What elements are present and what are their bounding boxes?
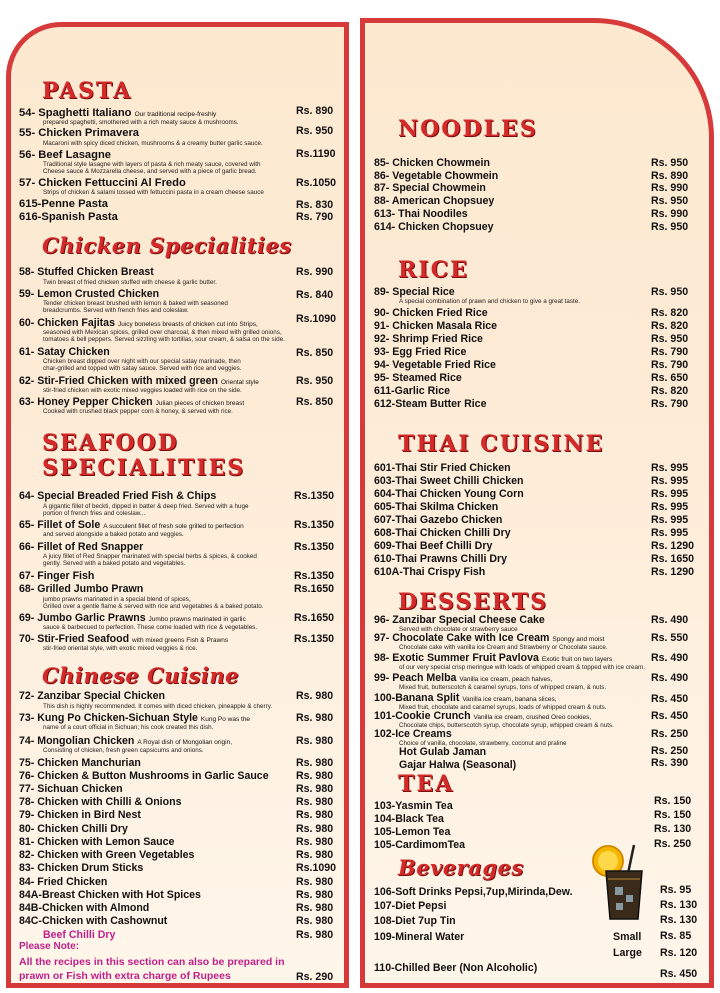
chinese-item-name: 75- Chicken Manchurian — [19, 757, 141, 769]
rice-item-name: 93- Egg Fried Rice — [374, 346, 467, 358]
noodles-item-price: Rs. 890 — [651, 170, 689, 182]
seafood-item-price: Rs.1350 — [294, 570, 335, 582]
rice-item-name: 612-Steam Butter Rice — [374, 398, 487, 410]
chinese-item-price: Rs. 980 — [296, 735, 334, 747]
noodles-item-price: Rs. 950 — [651, 195, 689, 207]
beverages-item-price: Rs. 450 — [660, 968, 698, 980]
chinese-item-price: Rs. 980 — [296, 902, 334, 914]
desserts-item-price: Rs. 250 — [651, 745, 689, 757]
thai-item-price: Rs. 995 — [651, 462, 689, 474]
pasta-item-price: Rs.1190 — [296, 148, 336, 160]
thai-item-price: Rs. 1290 — [651, 540, 694, 552]
thai-item-name: 603-Thai Sweet Chilli Chicken — [374, 475, 524, 487]
desserts-item-desc: Mixed fruit, chocolate and caramel syrups, loads of whipped cream & nuts. — [399, 704, 607, 711]
chinese-item-price: Rs. 980 — [296, 796, 334, 808]
chinese-heading: Chinese Cuisine — [42, 663, 239, 688]
thai-item-price: Rs. 995 — [651, 527, 689, 539]
seafood-item-desc: A juicy fillet of Red Snapper marinated with special herbs & spices, & cooked — [43, 553, 257, 560]
chicken-item-desc: Twin breast of fried chicken stuffed with cheese & garlic butter. — [43, 279, 217, 286]
chinese-item-name: 72- Zanzibar Special Chicken — [19, 690, 166, 702]
chinese-item-name: 84A-Breast Chicken with Hot Spices — [19, 889, 201, 901]
desserts-item-desc: Mixed fruit, butterscotch & caramel syrups, tons of whipped cream, & nuts. — [399, 684, 607, 691]
chinese-item-name: 80- Chicken Chilli Dry — [19, 823, 128, 835]
pasta-item-price: Rs.1050 — [296, 177, 337, 189]
beverages-item-name: 109-Mineral Water — [374, 931, 465, 943]
note-text: All the recipes in this section can also be prepared in — [19, 956, 285, 968]
desserts-item-price: Rs. 550 — [651, 632, 689, 644]
chicken-item-name: 60- Chicken Fajitas Juicy boneless breasts of chicken cut into Strips, — [19, 317, 258, 329]
tea-item-price: Rs. 250 — [654, 838, 692, 850]
seafood-item-desc: Grilled over a gentle flame & served with rice and vegetables & a baked potato. — [43, 603, 264, 610]
rice-item-price: Rs. 790 — [651, 359, 689, 371]
noodles-item-name: 86- Vegetable Chowmein — [374, 170, 499, 182]
chicken-item-price: Rs. 950 — [296, 375, 334, 387]
desserts-item-price: Rs. 490 — [651, 652, 689, 664]
desserts-item-price: Rs. 490 — [651, 614, 689, 626]
chicken-item-desc: seasoned with Mexican spices, grilled over charcoal, & then mixed with grilled onions, — [43, 329, 282, 336]
pasta-item-name: 616-Spanish Pasta — [19, 211, 118, 223]
tea-item-price: Rs. 150 — [654, 809, 692, 821]
pasta-item-price: Rs. 890 — [296, 105, 334, 117]
chicken-item-name: 62- Stir-Fried Chicken with mixed green Oriental style — [19, 375, 259, 387]
desserts-item-name: 101-Cookie Crunch Vanilla ice cream, crushed Oreo cookies, — [374, 710, 592, 722]
chinese-item-price: Rs. 980 — [296, 712, 334, 724]
noodles-item-price: Rs. 990 — [651, 208, 689, 220]
desserts-item-price: Rs. 490 — [651, 672, 689, 684]
rice-heading: RICE — [398, 257, 469, 283]
chinese-item-name: 83- Chicken Drum Sticks — [19, 862, 144, 874]
desserts-item-price: Rs. 450 — [651, 710, 689, 722]
seafood-item-desc: stir-fried oriental style, with exotic mixed veggies & rice. — [43, 645, 198, 652]
tea-item-price: Rs. 130 — [654, 823, 692, 835]
chicken-item-name: 59- Lemon Crusted Chicken — [19, 288, 160, 300]
noodles-item-name: 613- Thai Noodiles — [374, 208, 468, 220]
pasta-item-name: 55- Chicken Primavera — [19, 127, 140, 139]
rice-item-price: Rs. 820 — [651, 385, 689, 397]
pasta-item-price: Rs. 790 — [296, 211, 334, 223]
chicken-item-name: 61- Satay Chicken — [19, 346, 110, 358]
seafood-item-desc: sauce & barbecued to perfection. These come loaded with rice & vegetables. — [43, 624, 258, 631]
seafood-item-price: Rs.1350 — [294, 519, 335, 531]
chinese-item-name: 78- Chicken with Chilli & Onions — [19, 796, 182, 808]
seafood-item-name: 69- Jumbo Garlic Prawns Jumbo prawns marinated in garlic — [19, 612, 246, 624]
beverages-item-price: Rs. 130 — [660, 899, 698, 911]
desserts-item-desc: Chocolate cake with vanilla ice Cream and Strawberry or Chocolate sauce. — [399, 644, 608, 651]
pasta-item-desc: Strips of chicken & salami tossed with fettuccini pasta in a cream cheese sauce — [43, 189, 264, 196]
desserts-item-desc: Chocolate chips, butterscotch syrup, chocolate syrup, whipped cream & nuts. — [399, 722, 614, 729]
chinese-item-name: 84- Fried Chicken — [19, 876, 108, 888]
rice-item-price: Rs. 950 — [651, 286, 689, 298]
beverages-item-name: 107-Diet Pepsi — [374, 900, 447, 912]
chinese-item-desc: name of a court official in Sichuan; his cook created this dish. — [43, 724, 214, 731]
rice-item-price: Rs. 650 — [651, 372, 689, 384]
chinese-item-price: Rs. 980 — [296, 876, 334, 888]
chicken-item-price: Rs. 840 — [296, 289, 334, 301]
chicken-item-desc: Cooked with crushed black pepper corn & honey, & served with rice. — [43, 408, 233, 415]
chinese-item-desc: This dish is highly recommended. It comes with diced chicken, pineapple & cherry. — [43, 703, 273, 710]
desserts-item-name: 99- Peach Melba Vanilla ice cream, peach halves, — [374, 672, 553, 684]
noodles-item-name: 88- American Chopsuey — [374, 195, 495, 207]
chinese-item-price: Rs. 980 — [296, 836, 334, 848]
chinese-item-name: 76- Chicken & Button Mushrooms in Garlic Sauce — [19, 770, 269, 782]
noodles-item-price: Rs. 950 — [651, 221, 689, 233]
seafood-item-price: Rs.1350 — [294, 541, 335, 553]
seafood-heading-line2: SPECIALITIES — [42, 455, 246, 481]
beverages-size-label: Large — [613, 947, 642, 959]
rice-item-name: 90- Chicken Fried Rice — [374, 307, 488, 319]
chicken-item-desc: Tender chicken breast brushed with lemon & baked with seasoned — [43, 300, 228, 307]
chinese-item-price: Rs. 980 — [296, 783, 334, 795]
desserts-item-desc: Served with chocolate or strawberry sauce — [399, 626, 518, 633]
beverages-item-price: Rs. 120 — [660, 947, 698, 959]
noodles-item-name: 87- Special Chowmein — [374, 182, 486, 194]
seafood-item-desc: A gigantic fillet of beckti, dipped in batter & deep fried. Served with a huge — [43, 503, 249, 510]
beverages-item-name: 108-Diet 7up Tin — [374, 915, 456, 927]
rice-item-price: Rs. 820 — [651, 307, 689, 319]
chinese-item-name: 79- Chicken in Bird Nest — [19, 809, 141, 821]
beverages-item-price: Rs. 85 — [660, 930, 692, 942]
beverages-item-price: Rs. 130 — [660, 914, 698, 926]
rice-item-desc: A special combination of prawn and chicken to give a great taste. — [399, 298, 580, 305]
beverages-size-label: Small — [613, 931, 642, 943]
desserts-item-name: 102-Ice Creams — [374, 728, 452, 740]
chicken-item-desc: stir-fried chicken with exotic mixed veggies loaded with rice on the side. — [43, 387, 242, 394]
chicken-item-price: Rs.1090 — [296, 313, 337, 325]
thai-item-price: Rs. 995 — [651, 475, 689, 487]
beverages-heading: Beverages — [398, 855, 524, 880]
noodles-item-name: 614- Chicken Chopsuey — [374, 221, 494, 233]
seafood-item-desc: and served alongside a baked potato and veggies. — [43, 531, 184, 538]
chinese-item-price: Rs. 980 — [296, 809, 334, 821]
chinese-item-price: Rs. 980 — [296, 823, 334, 835]
chinese-item-name: 84B-Chicken with Almond — [19, 902, 150, 914]
noodles-item-price: Rs. 990 — [651, 182, 689, 194]
desserts-item-name: 96- Zanzibar Special Cheese Cake — [374, 614, 545, 626]
thai-item-name: 610-Thai Prawns Chilli Dry — [374, 553, 508, 565]
chicken-item-name: 63- Honey Pepper Chicken Julian pieces of chicken breast — [19, 396, 245, 408]
chinese-item-price: Rs. 980 — [296, 929, 334, 941]
chicken-item-desc: Chicken breast dipped over night with our special satay marinade, then — [43, 358, 241, 365]
desserts-item-price: Rs. 250 — [651, 728, 689, 740]
seafood-item-desc: portion of french fries and coleslaw... — [43, 510, 146, 517]
seafood-item-name: 70- Stir-Fried Seafood with mixed greens Fish & Prawns — [19, 633, 229, 645]
seafood-item-name: 67- Finger Fish — [19, 570, 95, 582]
pasta-item-name: 54- Spaghetti Italiano Our traditional recipe-freshly — [19, 107, 217, 119]
rice-item-price: Rs. 790 — [651, 398, 689, 410]
pasta-item-name: 56- Beef Lasagne — [19, 149, 112, 161]
seafood-heading-line1: SEAFOOD — [42, 430, 179, 456]
thai-item-name: 601-Thai Stir Fried Chicken — [374, 462, 511, 474]
chinese-item-name: 77- Sichuan Chicken — [19, 783, 123, 795]
pasta-item-price: Rs. 950 — [296, 125, 334, 137]
chicken-item-name: 58- Stuffed Chicken Breast — [19, 266, 154, 278]
thai-heading: THAI CUISINE — [398, 431, 605, 457]
chinese-item-name: 73- Kung Po Chicken-Sichuan Style Kung Po was the — [19, 712, 251, 724]
seafood-item-price: Rs.1650 — [294, 612, 335, 624]
pasta-item-desc: prepared spaghetti, smothered with a rich meaty sauce & mushrooms. — [43, 119, 239, 126]
chicken-item-price: Rs. 990 — [296, 266, 334, 278]
pasta-item-name: 57- Chicken Fettuccini Al Fredo — [19, 177, 186, 189]
pasta-item-price: Rs. 830 — [296, 199, 334, 211]
chinese-item-name: 81- Chicken with Lemon Sauce — [19, 836, 175, 848]
chicken-item-desc: breadcrumbs. Served with french fries and coleslaw. — [43, 307, 189, 314]
desserts-heading: DESSERTS — [398, 589, 549, 615]
desserts-item-name: Hot Gulab Jaman — [399, 746, 487, 758]
desserts-item-price: Rs. 390 — [651, 757, 689, 769]
rice-item-name: 92- Shrimp Fried Rice — [374, 333, 483, 345]
chinese-item-price: Rs. 980 — [296, 849, 334, 861]
beverages-item-price: Rs. 95 — [660, 884, 692, 896]
desserts-item-price: Rs. 450 — [651, 693, 689, 705]
thai-item-price: Rs. 1290 — [651, 566, 694, 578]
pasta-heading: PASTA — [42, 78, 133, 104]
rice-item-name: 91- Chicken Masala Rice — [374, 320, 498, 332]
seafood-item-price: Rs.1350 — [294, 633, 335, 645]
chinese-item-name: 82- Chicken with Green Vegetables — [19, 849, 195, 861]
desserts-item-desc: of our very special crisp meringue with loads of whipped cream & topped with ice cream. — [399, 664, 646, 671]
desserts-item-name: Gajar Halwa (Seasonal) — [399, 759, 517, 771]
note-price: Rs. 290 — [296, 971, 334, 983]
seafood-item-price: Rs.1350 — [294, 490, 335, 502]
chicken-heading: Chicken Specialities — [42, 233, 292, 258]
thai-item-price: Rs. 995 — [651, 514, 689, 526]
chinese-item-price: Rs. 980 — [296, 889, 334, 901]
seafood-item-name: 66- Fillet of Red Snapper — [19, 541, 144, 553]
tea-item-name: 103-Yasmin Tea — [374, 800, 453, 812]
desserts-item-desc: Choice of vanilla, chocolate, strawberry, coconut and praline — [399, 740, 567, 747]
desserts-item-name: 98- Exotic Summer Fruit Pavlova Exotic fruit on two layers — [374, 652, 613, 664]
tea-item-price: Rs. 150 — [654, 795, 692, 807]
tea-item-name: 105-CardimomTea — [374, 839, 466, 851]
chicken-item-desc: tomatoes & bell peppers. Served sizzling with tortillas, sour cream, & salsa on the side. — [43, 336, 285, 343]
tea-item-name: 105-Lemon Tea — [374, 826, 451, 838]
noodles-item-name: 85- Chicken Chowmein — [374, 157, 490, 169]
chinese-item-name: Beef Chilli Dry — [43, 929, 116, 941]
rice-item-price: Rs. 820 — [651, 320, 689, 332]
thai-item-name: 605-Thai Skilma Chicken — [374, 501, 499, 513]
beverages-item-name: 110-Chilled Beer (Non Alcoholic) — [374, 962, 538, 974]
pasta-item-desc: Cheese sauce & Mozzarella cheese, and served with a piece of garlic bread. — [43, 168, 257, 175]
chinese-item-name: 74- Mongolian Chicken A Royal dish of Mongolian origin, — [19, 735, 232, 747]
desserts-item-name: 100-Banana Split Vanilla ice cream, banana slices, — [374, 692, 557, 704]
thai-item-price: Rs. 995 — [651, 488, 689, 500]
beverages-item-name: 106-Soft Drinks Pepsi,7up,Mirinda,Dew. — [374, 886, 573, 898]
seafood-item-desc: jumbo prawns marinated in a special blend of spices, — [43, 596, 191, 603]
chinese-item-price: Rs.1090 — [296, 862, 337, 874]
noodles-heading: NOODLES — [398, 116, 538, 142]
chinese-item-desc: Consisting of chicken, fresh green capsicums and onions. — [43, 747, 204, 754]
rice-item-name: 611-Garlic Rice — [374, 385, 450, 397]
note-text: prawn or Fish with extra charge of Rupees — [19, 970, 231, 982]
desserts-item-name: 97- Chocolate Cake with Ice Cream Spongy and moist — [374, 632, 605, 644]
seafood-item-name: 64- Special Breaded Fried Fish & Chips — [19, 490, 217, 502]
thai-item-price: Rs. 1650 — [651, 553, 694, 565]
chicken-item-price: Rs. 850 — [296, 347, 334, 359]
rice-item-name: 95- Steamed Rice — [374, 372, 462, 384]
drink-glass-icon — [590, 843, 660, 923]
rice-item-price: Rs. 950 — [651, 333, 689, 345]
pasta-item-name: 615-Penne Pasta — [19, 198, 108, 210]
pasta-item-desc: Traditional style lasagne with layers of pasta & rich meaty sauce, covered with — [43, 161, 261, 168]
seafood-item-name: 68- Grilled Jumbo Prawn — [19, 583, 144, 595]
seafood-item-price: Rs.1650 — [294, 583, 335, 595]
thai-item-name: 604-Thai Chicken Young Corn — [374, 488, 524, 500]
thai-item-name: 608-Thai Chicken Chilli Dry — [374, 527, 511, 539]
thai-item-price: Rs. 995 — [651, 501, 689, 513]
pasta-item-desc: Macaroni with spicy diced chicken, mushrooms & a creamy butter garlic sauce. — [43, 140, 263, 147]
seafood-item-name: 65- Fillet of Sole A succulent fillet of fresh sole grilled to perfection — [19, 519, 244, 531]
chinese-item-price: Rs. 980 — [296, 770, 334, 782]
note-title: Please Note: — [19, 941, 80, 952]
thai-item-name: 609-Thai Beef Chilli Dry — [374, 540, 493, 552]
chinese-item-price: Rs. 980 — [296, 757, 334, 769]
rice-item-name: 94- Vegetable Fried Rice — [374, 359, 496, 371]
tea-item-name: 104-Black Tea — [374, 813, 444, 825]
thai-item-name: 607-Thai Gazebo Chicken — [374, 514, 503, 526]
thai-item-name: 610A-Thai Crispy Fish — [374, 566, 486, 578]
chinese-item-price: Rs. 980 — [296, 690, 334, 702]
rice-item-name: 89- Special Rice — [374, 286, 455, 298]
chinese-item-name: 84C-Chicken with Cashownut — [19, 915, 168, 927]
tea-heading: TEA — [398, 771, 455, 797]
chinese-item-price: Rs. 980 — [296, 915, 334, 927]
rice-item-price: Rs. 790 — [651, 346, 689, 358]
seafood-item-desc: gently. Served with a baked potato and vegetables. — [43, 560, 186, 567]
chicken-item-price: Rs. 850 — [296, 396, 334, 408]
noodles-item-price: Rs. 950 — [651, 157, 689, 169]
chicken-item-desc: char-grilled and topped with satay sauce. Served with rice and veggies. — [43, 365, 242, 372]
